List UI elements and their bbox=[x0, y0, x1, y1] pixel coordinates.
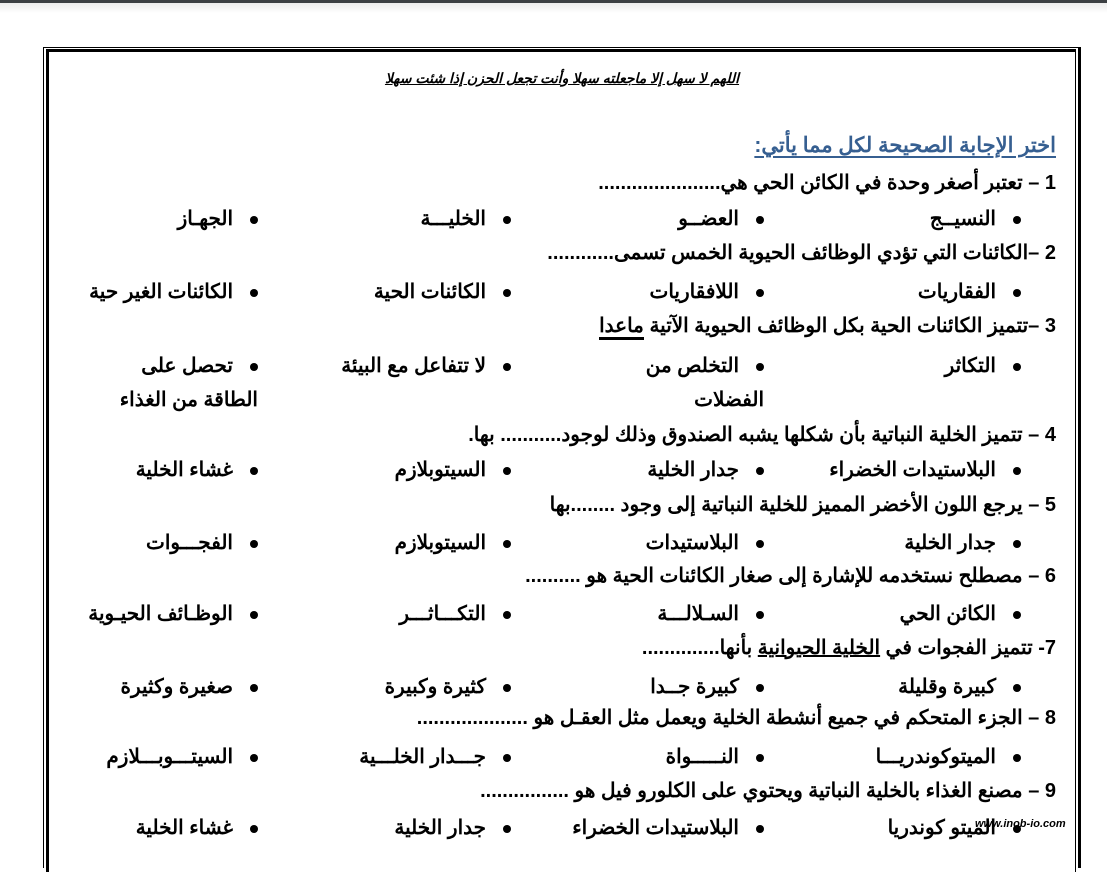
option-4-3 bbox=[395, 453, 511, 487]
option-label: السـلالـــة bbox=[657, 603, 739, 625]
bullet-icon bbox=[756, 825, 764, 833]
bullet-icon bbox=[1013, 754, 1021, 762]
option-5-3 bbox=[395, 526, 511, 560]
bullet-icon bbox=[503, 289, 511, 297]
bullet-icon bbox=[1013, 540, 1021, 548]
option-label: غشاء الخلية bbox=[135, 817, 233, 839]
option-label: الميتوكوندريـــا bbox=[875, 746, 996, 768]
option-label: الجهـاز bbox=[177, 208, 233, 230]
bullet-icon bbox=[503, 825, 511, 833]
bullet-icon bbox=[756, 216, 764, 224]
option-1-3 bbox=[420, 202, 511, 236]
question-text: 3 –تتميز الكائنات الحية بكل الوظائف الحيوية الآتية bbox=[649, 315, 1056, 337]
option-label: الميتو كوندريا bbox=[887, 817, 996, 839]
bullet-icon bbox=[250, 684, 258, 692]
option-9-2 bbox=[572, 811, 764, 845]
question-6: 6 – مصطلح نستخدمه للإشارة إلى صغار الكائنات الحية هو .......... bbox=[525, 565, 1056, 587]
bullet-icon bbox=[1013, 289, 1021, 297]
option-label: السيتوبلازم bbox=[394, 459, 486, 481]
question-4: 4 – تتميز الخلية النباتية بأن شكلها يشبه الصندوق وذلك لوجود........... بها. bbox=[468, 424, 1056, 446]
bullet-icon bbox=[1013, 216, 1021, 224]
option-label: السيتوبلازم bbox=[394, 532, 486, 554]
bullet-icon bbox=[503, 754, 511, 762]
underlined-word: ماعدا bbox=[599, 315, 644, 340]
bullet-icon bbox=[250, 467, 258, 475]
option-8-4 bbox=[106, 740, 258, 774]
bullet-icon bbox=[250, 216, 258, 224]
option-7-1 bbox=[898, 670, 1021, 704]
option-5-4 bbox=[146, 526, 258, 560]
option-label: الخليـــة bbox=[420, 208, 486, 230]
option-2-1 bbox=[918, 275, 1021, 309]
bullet-icon bbox=[756, 611, 764, 619]
option-label: الوظـائف الحيـوية bbox=[88, 603, 233, 625]
option-label: الفجـــوات bbox=[146, 532, 233, 554]
question-9: 9 – مصنع الغذاء بالخلية النباتية ويحتوي على الكلورو فيل هو ................ bbox=[480, 780, 1056, 802]
bullet-icon bbox=[756, 363, 764, 371]
option-label: البلاستيدات الخضراء bbox=[829, 459, 996, 481]
bullet-icon bbox=[503, 611, 511, 619]
question-text-end: بأنها.............. bbox=[641, 637, 753, 659]
toolbar-shadow bbox=[0, 3, 1107, 13]
option-5-2 bbox=[646, 526, 764, 560]
option-label: جدار الخلية bbox=[904, 532, 996, 554]
bullet-icon bbox=[250, 754, 258, 762]
option-3-2 bbox=[634, 349, 764, 417]
option-6-3 bbox=[399, 597, 511, 631]
option-9-4 bbox=[136, 811, 258, 845]
bullet-icon bbox=[1013, 611, 1021, 619]
option-5-1 bbox=[904, 526, 1021, 560]
option-label: العضــو bbox=[678, 208, 739, 230]
option-7-4 bbox=[121, 670, 259, 704]
option-label: صغيرة وكثيرة bbox=[120, 676, 233, 698]
watermark: www.inob-io.com bbox=[975, 818, 1066, 830]
option-2-4 bbox=[89, 275, 258, 309]
option-7-3 bbox=[385, 670, 511, 704]
question-3 bbox=[599, 313, 1056, 338]
option-2-2 bbox=[649, 275, 764, 309]
option-7-2 bbox=[650, 670, 764, 704]
question-8: 8 – الجزء المتحكم في جميع أنشطة الخلية ويعمل مثل العقـل هو .................... bbox=[416, 707, 1056, 729]
header-prayer: اللهم لا سهل إلا ماجعلته سهلا وأنت تجعل الحزن إذا شئت سهلا bbox=[384, 70, 740, 86]
underlined-phrase: الخلية الحيوانية bbox=[757, 637, 881, 659]
option-label: لا تتفاعل مع البيئة bbox=[341, 355, 486, 377]
option-8-2 bbox=[666, 740, 764, 774]
bullet-icon bbox=[1013, 467, 1021, 475]
question-2: 2 –الكائنات التي تؤدي الوظائف الحيوية الخمس تسمى............ bbox=[547, 242, 1056, 264]
option-label: التكاثر bbox=[944, 355, 996, 377]
bullet-icon bbox=[503, 684, 511, 692]
bullet-icon bbox=[250, 825, 258, 833]
bullet-icon bbox=[250, 540, 258, 548]
bullet-icon bbox=[756, 754, 764, 762]
bullet-icon bbox=[250, 611, 258, 619]
option-9-3 bbox=[394, 811, 511, 845]
option-1-4 bbox=[178, 202, 258, 236]
question-7 bbox=[642, 635, 1056, 660]
option-label: اللافقاريات bbox=[649, 281, 739, 303]
option-2-3 bbox=[374, 275, 511, 309]
bullet-icon bbox=[756, 467, 764, 475]
option-1-1 bbox=[930, 202, 1021, 236]
bullet-icon bbox=[250, 289, 258, 297]
option-6-2 bbox=[657, 597, 764, 631]
option-4-2 bbox=[647, 453, 764, 487]
option-4-4 bbox=[136, 453, 258, 487]
bullet-icon bbox=[503, 467, 511, 475]
option-label: جـــدار الخلـــية bbox=[359, 746, 486, 768]
option-label: الكائنات الحية bbox=[373, 281, 486, 303]
option-label: النسيــج bbox=[929, 208, 996, 230]
option-label: التخلص من الفضلات bbox=[645, 355, 764, 411]
question-text: 7- تتميز الفجوات في bbox=[885, 637, 1056, 659]
option-8-1 bbox=[876, 740, 1021, 774]
bullet-icon bbox=[756, 540, 764, 548]
bullet-icon bbox=[503, 216, 511, 224]
bullet-icon bbox=[503, 540, 511, 548]
bullet-icon bbox=[756, 684, 764, 692]
option-label: الفقاريات bbox=[917, 281, 996, 303]
option-3-3 bbox=[341, 349, 511, 383]
option-label: كبيرة وقليلة bbox=[898, 676, 996, 698]
option-label: جدار الخلية bbox=[647, 459, 739, 481]
bullet-icon bbox=[1013, 684, 1021, 692]
option-3-1 bbox=[945, 349, 1021, 383]
option-6-1 bbox=[900, 597, 1021, 631]
option-label: كبيرة جــدا bbox=[650, 676, 739, 698]
bullet-icon bbox=[1013, 363, 1021, 371]
option-8-3 bbox=[359, 740, 511, 774]
question-5: 5 – يرجع اللون الأخضر المميز للخلية النباتية إلى وجود ........بها bbox=[549, 494, 1056, 516]
option-label: البلاستيدات bbox=[645, 532, 739, 554]
option-label: جدار الخلية bbox=[394, 817, 486, 839]
option-label: تحصل على الطاقة من الغذاء bbox=[119, 355, 258, 411]
option-label: كثيرة وكبيرة bbox=[384, 676, 486, 698]
bullet-icon bbox=[756, 289, 764, 297]
section-title: اختر الإجابة الصحيحة لكل مما يأتي: bbox=[754, 134, 1056, 157]
option-label: التكـــاثـــر bbox=[399, 603, 486, 625]
option-1-2 bbox=[678, 202, 764, 236]
option-3-4 bbox=[88, 349, 258, 417]
bullet-icon bbox=[250, 363, 258, 371]
option-label: النـــــواة bbox=[665, 746, 739, 768]
question-1: 1 – تعتبر أصغر وحدة في الكائن الحي هي...................... bbox=[598, 172, 1056, 194]
option-label: غشاء الخلية bbox=[135, 459, 233, 481]
option-label: الكائنات الغير حية bbox=[89, 281, 233, 303]
option-label: البلاستيدات الخضراء bbox=[572, 817, 739, 839]
option-label: الكائن الحي bbox=[899, 603, 996, 625]
option-4-1 bbox=[829, 453, 1021, 487]
option-6-4 bbox=[88, 597, 258, 631]
option-label: السيتـــوبـــلازم bbox=[106, 746, 233, 768]
bullet-icon bbox=[503, 363, 511, 371]
